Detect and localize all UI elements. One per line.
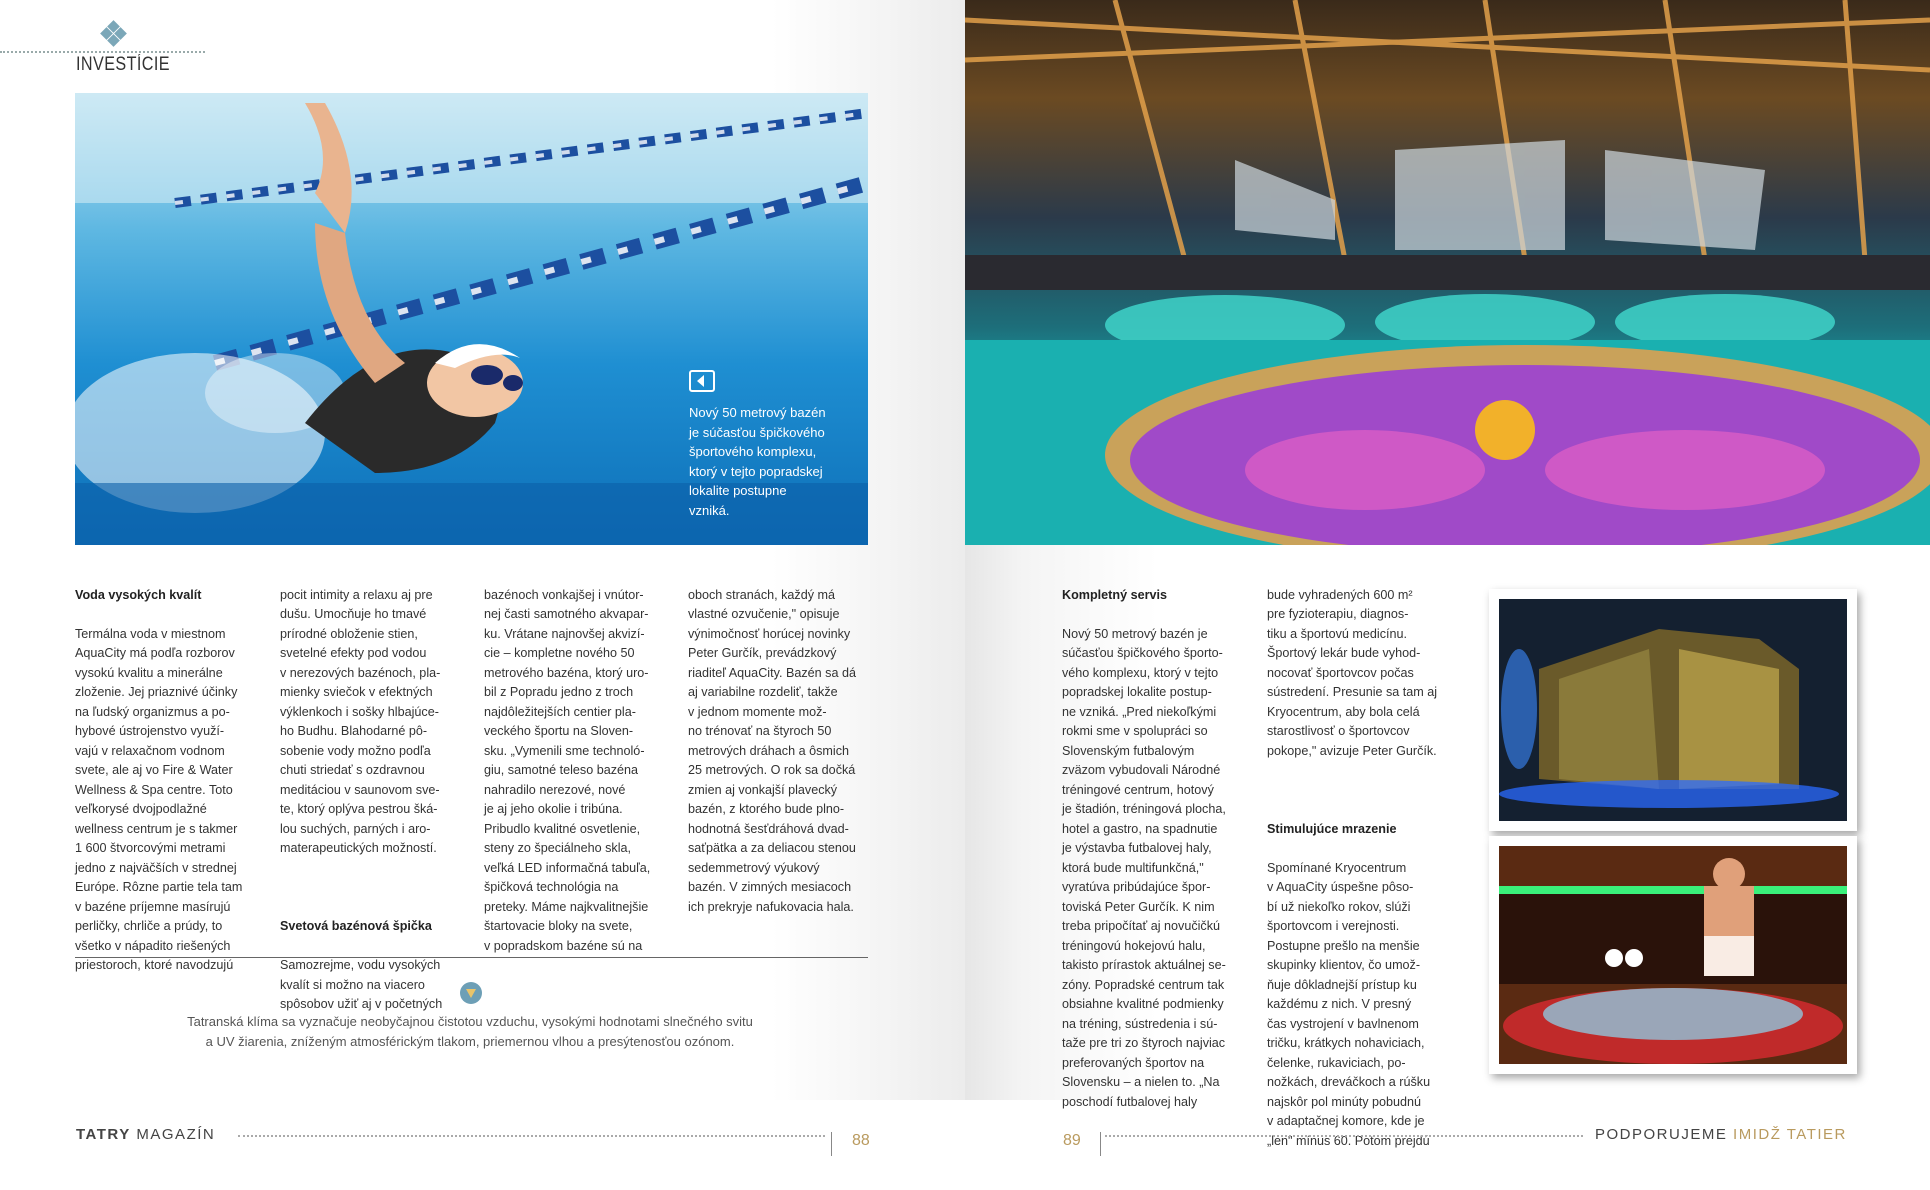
page-number-right: 89 xyxy=(1063,1132,1081,1149)
paragraph: bazénoch vonkajšej i vnútor- nej časti samotného akvapar- ku. Vrátane najnovšej akvizí- cie – kompletne nového 50 metrového bazéna, ktorý uro- bil z Popradu jedno z troch najdôležitejších centier pla- veckého športu na Sloven- sku. „Vymenili sme technoló- giu, samotné teleso bazéna nahradilo nerezové, nové je aj jeho okolie i tribúna. Pribudlo kvalitné osvetlenie, steny zo špeciálneho skla, veľká LED informačná tabuľa, špičková technológia na preteky. Máme najkvalitnejšie štartovacie bloky na svete, v popradskom bazéne sú na xyxy=(484,587,651,953)
caption-line: vzniká. xyxy=(689,502,730,518)
footer-separator xyxy=(1100,1132,1101,1156)
text-column-6 xyxy=(1267,566,1467,1171)
paragraph: Spomínané Kryocentrum v AquaCity úspešne pôso- bí už niekoľko rokov, slúži športovcom i verejnosti. Postupne prešlo na menšie skupinky klientov, čo umož- ňuje dôkladnejší prístup ku každému z nich. V presný čas vystrojení v bavlnenom tričku, krátkych nohaviciach, čelenke, rukaviciach, po- nožkách, dreváčkoch a rúšku najskôr pol minúty pobudnú v adaptačnej komore, kde je „len" mínus 60. Potom prejdú xyxy=(1267,860,1431,1148)
footer-separator xyxy=(831,1132,832,1156)
subheading: Voda vysokých kvalít xyxy=(75,587,202,602)
caption-arrow-icon xyxy=(689,370,715,392)
aquapark-photo xyxy=(965,0,1930,545)
paragraph: Nový 50 metrový bazén je súčasťou špičkového športo- vého komplexu, ktorý v tejto popradskej lokalite postup- ne vzniká. „Pred niekoľkými rokmi sme v spolupráci so Slovenským futbalovým zväzom vybudovali Národné tréningové centrum, hotový je štadión, tréningová plocha, hotel a gastro, na spadnutie je výstavba futbalovej haly, ktorá bude multifunkčná," vyratúva pribúdajúce špor- toviská Peter Gurčík. K nim treba pripočítať aj novučičkú tréningovú hokejovú halu, takisto prírastok aktuálnej se- zóny. Popradské centrum tak obsiahne kvalitné podmienky na tréning, sústredenia i sú- taže pre tri zo štyroch najviac preferovaných športov na Slovensku – a nielen to. „Na poschodí futbalovej haly xyxy=(1062,626,1226,1109)
text-column-1 xyxy=(75,566,265,995)
sauna-photo xyxy=(1489,836,1857,1074)
text-column-2 xyxy=(280,566,470,1034)
brand-light: MAGAZÍN xyxy=(136,1126,216,1143)
paragraph: bude vyhradených 600 m² pre fyzioterapiu, diagnos- tiku a športovú medicínu. Športový lekár bude vyhod- nocovať športovcov počas sústredení. Presunie sa tam aj Kryocentrum, aby bola celá starostlivosť o športovcov pokope," avizuje Peter Gurčík. xyxy=(1267,587,1438,758)
footer-dotted-rule xyxy=(238,1135,825,1137)
magazine-brand xyxy=(76,1126,215,1143)
subheading: Svetová bazénová špička xyxy=(280,919,432,933)
subheading: Stimulujúce mrazenie xyxy=(1267,821,1397,836)
divider-rule xyxy=(75,957,868,958)
photo-caption xyxy=(689,403,844,520)
slogan-accent: IMIDŽ TATIER xyxy=(1733,1126,1847,1143)
paragraph: Termálna voda v miestnom AquaCity má podľa rozborov vysokú kvalitu a minerálne zloženie. Jej priaznivé účinky na ľudský organizmus a po- hybové ústrojenstvo využí- vajú v relaxačnom vodnom svete, ale aj vo Fire & Water Wellness & Spa centre. Toto veľkorysé dvojpodlažné wellness centrum je s takmer 1 600 štvorcovými metrami jedno z najväčších v strednej Európe. Rôzne partie tela tam v bazéne príjemne masírujú perličky, chrliče a prúdy, to všetko v nápadito riešených priestoroch, ktoré navodzujú xyxy=(75,626,243,972)
pull-quote xyxy=(160,1012,780,1052)
footer-band xyxy=(0,1100,1930,1190)
logo-diamond-icon xyxy=(102,22,126,46)
caption-line: je súčasťou špičkového xyxy=(689,424,825,440)
pull-quote-line: a UV žiarenia, zníženým atmosférickým tlakom, priemernou vlhou a presýtenosťou ozónom. xyxy=(205,1034,735,1049)
caption-line: športového komplexu, xyxy=(689,444,817,459)
subheading: Kompletný servis xyxy=(1062,587,1167,602)
kryocenter-photo xyxy=(1489,589,1857,831)
footer-slogan xyxy=(1595,1126,1847,1143)
v-badge-icon xyxy=(460,982,482,1004)
footer-dotted-rule xyxy=(1105,1135,1583,1137)
paragraph: oboch stranách, každý má vlastné ozvučenie," opisuje výnimočnosť horúcej novinky Peter Gurčík, prevádzkový riaditeľ AquaCity. Bazén sa dá aj variabilne rozdeliť, takže v jednom momente mož- no trénovať na štyroch 50 metrových dráhach a ôsmich 25 metrových. O rok sa dočká zmien aj vonkajší plavecký bazén, z ktorého bude plno- hodnotná šesťdráhová dvad- saťpätka a za deliacou stenou sedemmetrový výukový bazén. V zimných mesiacoch ich prekryje nafukovacia hala. xyxy=(688,587,856,914)
paragraph: pocit intimity a relaxu aj pre dušu. Umocňuje ho tmavé prírodné obloženie stien, svetelné efekty pod vodou v nerezových bazénoch, pla- mienky sviečok v efektných výklenkoch i sošky hlbajúce- ho Budhu. Blahodarné pô- sobenie vody možno podľa chuti striedať s ozdravnou meditáciou v saunovom sve- te, ktorý oplýva pestrou šká- lou suchých, parných i aro- materapeutických možností. xyxy=(280,587,441,855)
section-label: INVESTÍCIE xyxy=(76,54,170,75)
text-column-3 xyxy=(484,566,674,976)
brand-bold: TATRY xyxy=(76,1126,131,1143)
caption-line: Nový 50 metrový bazén xyxy=(689,405,826,420)
text-column-5 xyxy=(1062,566,1257,1132)
pull-quote-line: Tatranská klíma sa vyznačuje neobyčajnou čistotou vzduchu, vysokými hodnotami slnečného svitu xyxy=(187,1014,753,1029)
caption-line: lokalite postupne xyxy=(689,483,787,498)
page-number-left: 88 xyxy=(852,1132,870,1149)
header-dotted-rule xyxy=(0,51,205,53)
caption-line: ktorý v tejto popradskej xyxy=(689,463,823,479)
paragraph: Samozrejme, vodu vysokých kvalít si možno na viacero spôsobov užiť aj v početných xyxy=(280,958,443,1011)
text-column-4 xyxy=(688,566,878,937)
slogan-plain: PODPORUJEME xyxy=(1595,1126,1728,1143)
